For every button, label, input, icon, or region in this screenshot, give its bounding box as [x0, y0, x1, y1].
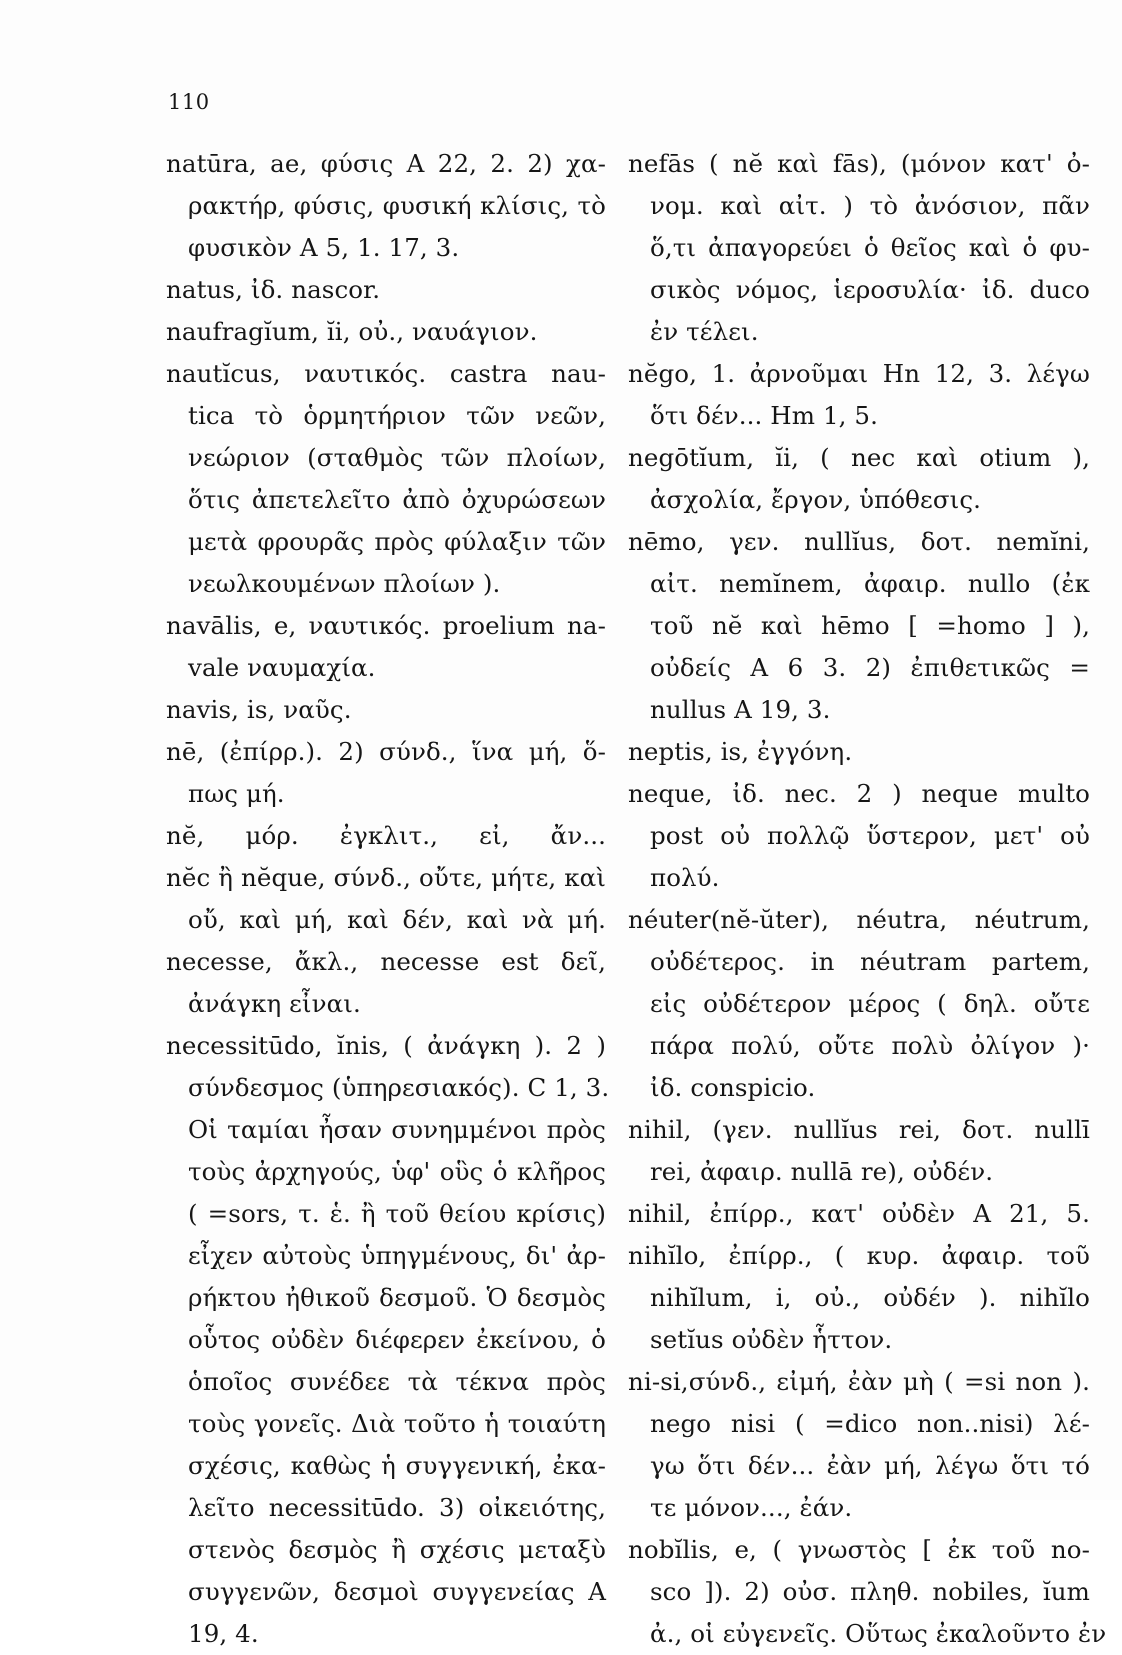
- left-column-line-12: navālis, e, ναυτικός. proelium na-: [166, 611, 606, 640]
- left-column-line-1: natūra, ae, φύσις Α 22, 2. 2) χα-: [166, 149, 606, 178]
- left-column-line-30: ὁποῖος συνέδεε τὰ τέκνα πρὸς: [188, 1367, 606, 1396]
- left-column-line-23: σύνδεσμος (ὑπηρεσιακός). C 1, 3.: [188, 1073, 610, 1102]
- right-column-line-32: γω ὅτι δέν... ἐὰν μή, λέγω ὅτι τό: [650, 1451, 1090, 1480]
- page-number: 110: [168, 90, 210, 114]
- right-column-line-25: rei, ἀφαιρ. nullā re), οὐδέν.: [650, 1157, 994, 1186]
- left-column-line-2: ρακτήρ, φύσις, φυσική κλίσις, τὸ: [188, 191, 606, 220]
- right-column-line-35: sco ]). 2) οὐσ. πληθ. nobiles, ĭum: [650, 1577, 1090, 1606]
- left-column-line-13: vale ναυμαχία.: [188, 653, 376, 682]
- right-column-line-27: nihĭlo, ἐπίρρ., ( κυρ. ἀφαιρ. τοῦ: [628, 1241, 1090, 1270]
- right-column-line-18: πολύ.: [650, 863, 720, 892]
- right-column-line-21: εἰς οὐδέτερον μέρος ( δηλ. οὔτε: [650, 989, 1090, 1018]
- left-column-line-19: οὔ, καὶ μή, καὶ δέν, καὶ νὰ μή.: [188, 905, 606, 934]
- left-column-line-7: tica τὸ ὁρμητήριον τῶν νεῶν,: [188, 401, 606, 430]
- right-column-line-4: σικὸς νόμος, ἱεροσυλία· ἰδ. duco: [650, 275, 1090, 304]
- right-column-line-16: neque, ἰδ. nec. 2 ) neque multo: [628, 779, 1090, 808]
- left-column-line-32: σχέσις, καθὼς ἡ συγγενική, ἐκα-: [188, 1451, 606, 1480]
- right-column-line-15: neptis, is, ἐγγόνη.: [628, 737, 853, 766]
- left-column-line-28: ρήκτου ἠθικοῦ δεσμοῦ. Ὁ δεσμὸς: [188, 1283, 606, 1312]
- left-column-line-15: nē, (ἐπίρρ.). 2) σύνδ., ἵνα μή, ὅ-: [166, 737, 606, 766]
- right-column-line-33: τε μόνον..., ἐάν.: [650, 1493, 853, 1522]
- left-column-line-5: naufragĭum, ĭi, οὐ., ναυάγιον.: [166, 317, 538, 346]
- left-column-line-29: οὗτος οὐδὲν διέφερεν ἐκείνου, ὁ: [188, 1325, 606, 1354]
- right-column-line-23: ἰδ. conspicio.: [650, 1073, 816, 1102]
- right-column-line-28: nihĭlum, i, οὐ., οὐδέν ). nihĭlo: [650, 1283, 1090, 1312]
- left-column-line-8: νεώριον (σταθμὸς τῶν πλοίων,: [188, 443, 606, 472]
- right-column-line-34: nobĭlis, e, ( γνωστὸς [ ἐκ τοῦ no-: [628, 1535, 1090, 1564]
- right-column-line-1: nefās ( nĕ καὶ fās), (μόνον κατ' ὀ-: [628, 149, 1090, 178]
- right-column-line-26: nihil, ἐπίρρ., κατ' οὐδὲν Α 21, 5.: [628, 1199, 1090, 1228]
- left-column: [166, 143, 610, 1655]
- right-column-line-10: nēmo, γεν. nullĭus, δοτ. nemĭni,: [628, 527, 1090, 556]
- left-column-line-4: natus, ἰδ. nascor.: [166, 275, 381, 304]
- left-column-line-36: 19, 4.: [188, 1619, 259, 1648]
- left-column-line-22: necessitūdo, ĭnis, ( ἀνάγκη ). 2 ): [166, 1031, 606, 1060]
- right-column-line-36: ἀ., οἱ εὐγενεῖς. Οὕτως ἐκαλοῦντο ἐν: [650, 1619, 1107, 1648]
- left-column-line-25: τοὺς ἀρχηγούς, ὑφ' οὓς ὁ κλῆρος: [188, 1157, 606, 1186]
- left-column-line-3: φυσικὸν Α 5, 1. 17, 3.: [188, 233, 460, 262]
- left-column-line-10: μετὰ φρουρᾶς πρὸς φύλαξιν τῶν: [188, 527, 606, 556]
- left-column-line-35: συγγενῶν, δεσμοὶ συγγενείας Α: [188, 1577, 606, 1606]
- left-column-line-16: πως μή.: [188, 779, 285, 808]
- left-column-line-34: στενὸς δεσμὸς ἢ σχέσις μεταξὺ: [188, 1535, 606, 1564]
- right-column-line-31: nego nisi ( =dico non..nisi) λέ-: [650, 1409, 1090, 1438]
- left-column-line-18: nĕc ἢ nĕque, σύνδ., οὔτε, μήτε, καὶ: [166, 863, 606, 892]
- right-column-line-6: nĕgo, 1. ἀρνοῦμαι Hn 12, 3. λέγω: [628, 359, 1090, 388]
- left-column-line-33: λεῖτο necessitūdo. 3) οἰκειότης,: [188, 1493, 606, 1522]
- right-column-line-22: πάρα πολύ, οὔτε πολὺ ὀλίγον )·: [650, 1031, 1090, 1060]
- right-column-line-20: οὐδέτερος. in néutram partem,: [650, 947, 1090, 976]
- left-column-line-9: ὅτις ἀπετελεῖτο ἀπὸ ὀχυρώσεων: [188, 485, 606, 514]
- left-column-line-6: nautĭcus, ναυτικός. castra nau-: [166, 359, 606, 388]
- left-column-line-31: τοὺς γονεῖς. Διὰ τοῦτο ἡ τοιαύτη: [188, 1409, 606, 1438]
- left-column-line-11: νεωλκουμένων πλοίων ).: [188, 569, 501, 598]
- left-column-line-14: navis, is, ναῦς.: [166, 695, 352, 724]
- right-column-line-29: setĭus οὐδὲν ἧττον.: [650, 1325, 893, 1354]
- right-column-line-19: néuter(nĕ-ŭter), néutra, néutrum,: [628, 905, 1090, 934]
- right-column-line-17: post οὐ πολλῷ ὕστερον, μετ' οὐ: [650, 821, 1090, 850]
- right-column: [628, 143, 1107, 1655]
- right-column-line-11: αἰτ. nemĭnem, ἀφαιρ. nullo (ἐκ: [650, 569, 1090, 598]
- left-column-line-20: necesse, ἄκλ., necesse est δεῖ,: [166, 947, 606, 976]
- left-column-line-17: nĕ, μόρ. ἐγκλιτ., εἰ, ἄν...: [166, 821, 606, 850]
- left-column-line-27: εἶχεν αὐτοὺς ὑπηγμένους, δι' ἀρ-: [188, 1241, 606, 1270]
- right-column-line-9: ἀσχολία, ἔργον, ὑπόθεσις.: [650, 485, 982, 514]
- right-column-line-2: νομ. καὶ αἰτ. ) τὸ ἀνόσιον, πᾶν: [650, 191, 1090, 220]
- right-column-line-14: nullus Α 19, 3.: [650, 695, 831, 724]
- left-column-line-26: ( =sors, τ. ἑ. ἢ τοῦ θείου κρίσις): [188, 1199, 606, 1228]
- right-column-line-7: ὅτι δέν... Hm 1, 5.: [650, 401, 879, 430]
- left-column-line-21: ἀνάγκη εἶναι.: [188, 989, 361, 1018]
- right-column-line-12: τοῦ nĕ καὶ hēmo [ =homo ] ),: [650, 611, 1090, 640]
- right-column-line-24: nihil, (γεν. nullĭus rei, δοτ. nullī: [628, 1115, 1090, 1144]
- right-column-line-5: ἐν τέλει.: [650, 317, 759, 346]
- left-column-line-24: Οἱ ταμίαι ἦσαν συνημμένοι πρὸς: [188, 1115, 606, 1144]
- right-column-line-8: negōtĭum, ĭi, ( nec καὶ otium ),: [628, 443, 1090, 472]
- right-column-line-3: ὅ,τι ἀπαγορεύει ὁ θεῖος καὶ ὁ φυ-: [650, 233, 1090, 262]
- right-column-line-13: οὐδείς Α 6 3. 2) ἐπιθετικῶς =: [650, 653, 1090, 682]
- right-column-line-30: ni-si,σύνδ., εἰμή, ἐὰν μὴ ( =si non ).: [628, 1367, 1090, 1396]
